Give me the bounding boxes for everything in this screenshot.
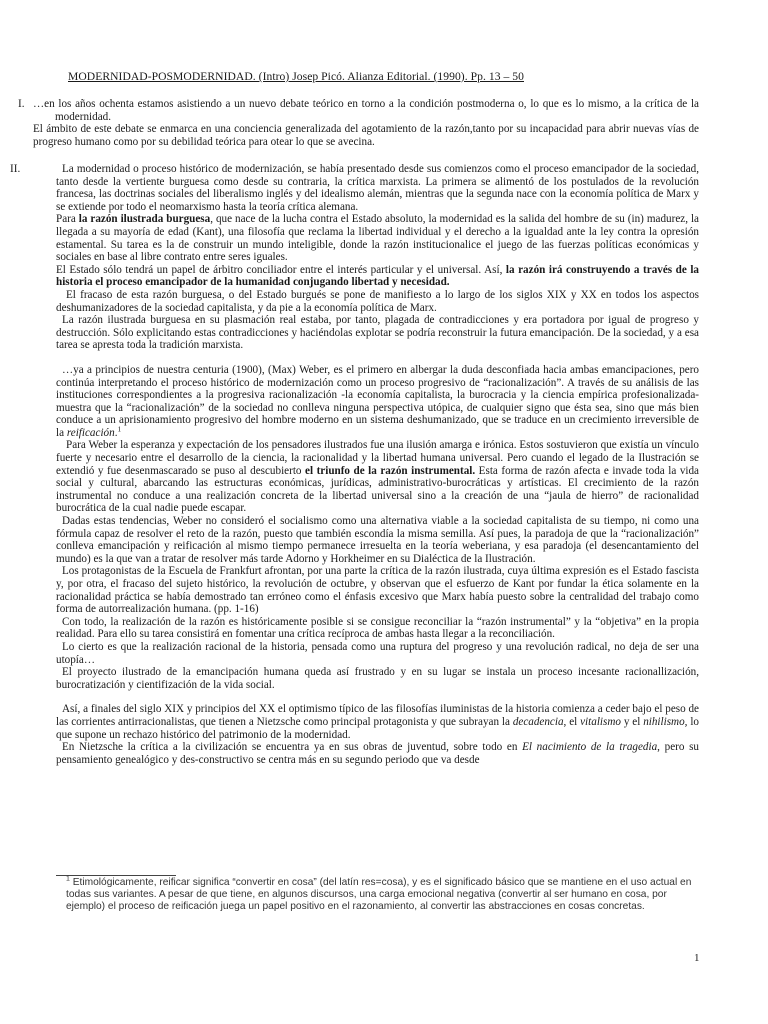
section-ii-paragraph-5: La razón ilustrada burguesa en su plasmación real estaba, por tanto, plagada de contradicciones y era portadora por igual de progreso y destrucción. Sólo explicitando estas contradicciones y haciéndolas explotar se podría reconstruir la futura emancipación. De la sociedad, y a esa tarea se apresta toda la tradición marxista. [56, 314, 699, 352]
section-i-numeral: I. [18, 98, 25, 110]
section-ii-paragraph-3 [56, 264, 699, 289]
section-ii-paragraph-14 [56, 741, 699, 766]
p14-italic: El nacimiento de la tragedia [522, 741, 658, 754]
section-ii-paragraph-10: Con todo, la realización de la razón es históricamente posible si se consigue reconciliar la “razón instrumental” y la “objetiva” en la propia realidad. Para ello su tarea consistirá en fomentar una crítica recíproca de ambas hasta llegar a la reconciliación. [56, 615, 699, 641]
p6-end: . [114, 426, 118, 439]
section-ii-paragraph-2 [56, 213, 699, 263]
p3-lead: El Estado sólo tendrá un papel de árbitro conciliador entre el interés particular y el universal. Así, [56, 263, 506, 276]
section-ii-paragraph-6 [56, 364, 699, 440]
section-i-paragraph-1: …en los años ochenta estamos asistiendo a un nuevo debate teórico en torno a la condición postmoderna o, lo que es lo mismo, a la crítica de la modernidad. [33, 98, 699, 123]
p7-rest: Esta forma de razón afecta e invade toda la vida social y cultural, abarcando las estructuras económicas, jurídicas, administrativo-burocráticas y artísticas. El crecimiento de la razón instrumental no conduce a una realización concreta de la libertad universal sino a la creación de una “jaula de hierro” de racionalidad burocrática de la cual nadie puede escapar. [56, 464, 699, 515]
p13-italic-nihilismo: nihilismo, [643, 715, 688, 728]
p6-italic: reificación [66, 426, 115, 439]
page-number: 1 [694, 952, 700, 964]
section-ii-paragraph-11: Lo cierto es que la realización racional de la historia, pensada como una ruptura del progreso y una revolución radical, no deja de ser una utopía… [56, 640, 699, 666]
section-ii-numeral: II. [10, 163, 21, 175]
section-ii-paragraph-1: La modernidad o proceso histórico de modernización, se había presentado desde sus comienzos como el proceso emancipador de la sociedad, tanto desde la vertiente burguesa como desde su contraria, la crítica marxista. La primera se alimentó de los postulados de la revolución francesa, las doctrinas sociales del liberalismo inglés y del idealismo alemán, mientras que la segunda nace con la economía política de Marx y se extiende por todo el neomarxismo hasta la teoría crítica alemana. [56, 163, 699, 213]
p13-sep-1: , el [563, 715, 581, 728]
p7-bold: el triunfo de la razón instrumental. [305, 464, 476, 477]
p3-bold: la razón irá construyendo a través de la historia el proceso emancipador de la humanidad conjugando libertad y necesidad. [56, 263, 699, 289]
footnote-text: Etimológicamente, reificar significa “convertir en cosa” (del latín res=cosa), y es el significado básico que se mantiene en el uso actual en todas sus variantes. A pesar de que tiene, en algunos discursos, una carga emocional negativa (convertir al ser humano en cosa, por ejemplo) el proceso de reificación juega un papel positivo en el razonamiento, al convertir las abstracciones en cosas concretas. [66, 877, 692, 913]
p13-sep-2: y el [620, 715, 644, 728]
p13-italic-vitalismo: vitalismo [580, 715, 621, 728]
p2-rest: , que nace de la lucha contra el Estado absoluto, la modernidad es la salida del hombre de su (in) madurez, la llegada a su mayoría de edad (Kant), una filosofía que reclama la libertad individual y el derecho a la igualdad ante la ley contra la opresión estamental. Su tarea es la de construir un mundo inteligible, donde la razón institucionalice el juego de las fuerzas políticas económicas y sociales en base al libre contrato entre seres iguales. [56, 213, 699, 264]
p2-lead: Para [56, 213, 79, 226]
section-i [33, 98, 699, 148]
section-ii-paragraph-9: Los protagonistas de la Escuela de Frankfurt afrontan, por una parte la crítica de la razón ilustrada, cuya última expresión es el Estado fascista y, por otra, el fracaso del sujeto histórico, la revolución de octubre, y observan que el esfuerzo de Kant por fundar la ética solamente en la racionalidad práctica se había demostrado tan erróneo como el énfasis excesivo que Marx había puesto sobre la centralidad del trabajo como forma de autorrealización humana. (pp. 1-16) [56, 565, 699, 616]
section-ii-paragraph-8: Dadas estas tendencias, Weber no consideró el socialismo como una alternativa viable a la sociedad capitalista de su tiempo, ni como una fórmula capaz de resolver el reto de la razón, puesto que también escondía la misma semilla. Así pues, la paradoja de que la “racionalización” conlleva emancipación y reificación al mismo tiempo permanece irresuelta en la teoría weberiana, y esa paradoja (el desencantamiento del mundo) es la que van a tratar de resolver más tarde Adorno y Horkheimer en su Dialéctica de la Ilustración. [56, 515, 699, 565]
footnote-divider [56, 875, 176, 876]
p14-rest: , pero su pensamiento genealógico y des-constructivo se centra más en su segundo periodo que va desde [56, 741, 700, 766]
section-ii-paragraph-13 [56, 703, 699, 741]
p13-rest: lo que supone un rechazo histórico del patrimonio de la modernidad. [56, 715, 699, 741]
footnote-mark: 1 [66, 875, 70, 883]
section-ii-paragraph-12: El proyecto ilustrado de la emancipación humana queda así frustrado y en su lugar se instala un proceso incesante racionallización, burocratización y cientifización de la vida social. [56, 666, 699, 691]
p13-lead: Así, a finales del siglo XIX y principios del XX el optimismo típico de las filosofías iluministas de la historia comienza a ceder bajo el peso de las corrientes antirracionalistas, que tienen a Nietzsche como principal protagonista y que subrayan la [56, 703, 699, 728]
section-ii [56, 163, 699, 766]
section-i-paragraph-2: El ámbito de este debate se enmarca en una conciencia generalizada del agotamiento de la razón,tanto por su incapacidad para abrir nuevas vías de progreso humano como por su debilidad teórica para otear lo que se avecina. [33, 123, 699, 148]
section-ii-paragraph-7 [56, 439, 699, 515]
section-ii-paragraph-4: El fracaso de esta razón burguesa, o del Estado burgués se pone de manifiesto a lo largo de los siglos XIX y XX en todos los aspectos deshumanizadores de la sociedad capitalista, y da pie a la economía política de Marx. [56, 288, 699, 314]
document-title: MODERNIDAD-POSMODERNIDAD. (Intro) Josep Picó. Alianza Editorial. (1990). Pp. 13 – 50 [68, 70, 524, 83]
p13-italic-decadencia: decadencia [512, 715, 564, 728]
p14-lead: En Nietzsche la crítica a la civilización se encuentra ya en sus obras de juventud, sobre todo en [62, 741, 523, 754]
p2-bold: la razón ilustrada burguesa [78, 213, 211, 226]
p6-lead: …ya a principios de nuestra centuria (1900), (Max) Weber, es el primero en albergar la duda desconfiada hacia ambas emancipaciones, pero continúa interpretando el proceso histórico de modernización como un proceso progresivo de “racionalización”. A través de su análisis de las instituciones correspondientes a la progresiva racionalización -la economía capitalista, la burocracia y la ciencia empírica profesionalizada- muestra que la “racionalización” de la sociedad no conlleva ninguna perspectiva utópica, de cualquier signo que ésta sea, sino que más bien conduce a un aprisionamiento progresivo del hombre moderno en un sistema deshumanizado, que se traduce en un crecimiento irreversible de la [56, 363, 699, 439]
footnote [66, 877, 706, 914]
footnote-reference[interactable]: 1 [117, 424, 122, 434]
p7-lead: Para Weber la esperanza y expectación de los pensadores ilustrados fue una ilusión amarga e irónica. Estos sostuvieron que existía un vínculo fuerte y necesario entre el desarrollo de la ciencia, la racionalidad y la libertad humana universal. Pero cuando el legado de la Ilustración se extendió y fue desenmascarado se puso al descubierto [56, 439, 699, 477]
